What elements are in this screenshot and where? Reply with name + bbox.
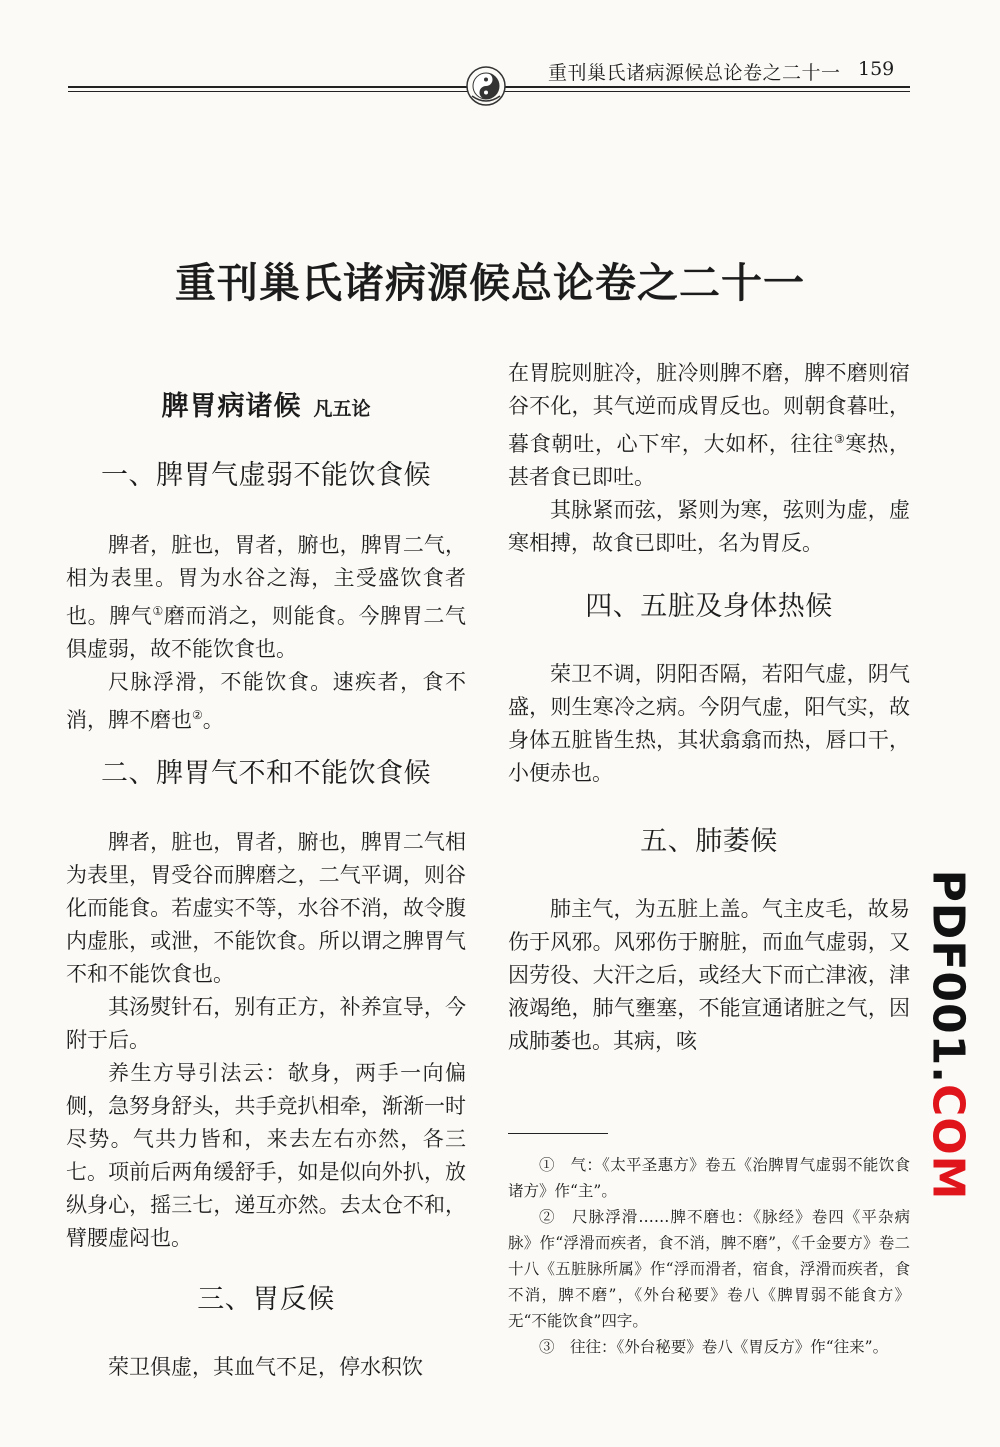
category-title: 脾胃病诸候 — [161, 391, 302, 422]
yin-yang-emblem-icon — [466, 66, 506, 106]
paragraph: 尺脉浮滑，不能饮食。速疾者，食不消，脾不磨也②。 — [66, 670, 466, 732]
footnote: ② 尺脉浮滑……脾不磨也：《脉经》卷四《平杂病脉》作“浮滑而疾者，食不消，脾不磨”，《千金要方》卷二十八《五脏脉所属》作“浮而滑者，宿食，浮滑而疾者，食不消，脾不磨”，《外台秘要》卷八《脾胃弱不能食方》无“不能饮食”四字。 — [508, 1208, 910, 1330]
footnote: ③ 往往：《外台秘要》卷八《胃反方》作“往来”。 — [539, 1338, 889, 1356]
footnotes — [508, 1152, 910, 1360]
section-2 — [66, 757, 466, 790]
section-4 — [508, 590, 910, 623]
section-heading: 一、脾胃气虚弱不能饮食候 — [101, 460, 431, 491]
chapter-title: 重刊巢氏诸病源候总论卷之二十一 — [175, 259, 805, 307]
footnote-marker: ③ — [834, 432, 846, 446]
running-header-title: 重刊巢氏诸病源候总论卷之二十一 — [548, 62, 841, 84]
footnote-marker: ② — [192, 708, 203, 722]
section-3-body-continued — [508, 357, 910, 560]
left-column — [66, 390, 466, 426]
footnote-marker: ① — [152, 604, 164, 618]
category-count: 凡五论 — [313, 398, 371, 420]
category-heading — [66, 390, 466, 426]
section-1-body — [66, 529, 466, 737]
section-3-body-start — [66, 1351, 466, 1384]
section-2-body — [66, 826, 466, 1255]
section-4-body — [508, 658, 910, 790]
section-1 — [66, 459, 466, 492]
section-heading: 三、胃反候 — [197, 1284, 335, 1315]
paragraph: 肺主气，为五脏上盖。气主皮毛，故易伤于风邪。风邪伤于腑脏，而血气虚弱，又因劳役、大汗之后，或经大下而亡津液，津液竭绝，肺气壅塞，不能宣通诸脏之气，因成肺萎也。其病，咳 — [508, 897, 910, 1053]
paragraph: 在胃脘则脏冷，脏冷则脾不磨，脾不磨则宿谷不化，其气逆而成胃反也。则朝食暮吐，暮食朝吐，心下牢，大如杯，往往③寒热，甚者食已即吐。 — [508, 361, 911, 489]
paragraph: 其汤熨针石，别有正方，补养宣导，今附于后。 — [66, 995, 466, 1052]
section-heading: 五、肺萎候 — [640, 826, 778, 857]
paragraph: 其脉紧而弦，紧则为寒，弦则为虚，虚寒相搏，故食已即吐，名为胃反。 — [508, 498, 910, 555]
section-3 — [66, 1283, 466, 1316]
paragraph: 脾者，脏也，胃者，腑也，脾胃二气，相为表里。胃为水谷之海，主受盛饮食者也。脾气①磨而消之，则能食。今脾胃二气俱虚弱，故不能饮食也。 — [66, 533, 467, 661]
paragraph: 荣卫俱虚，其血气不足，停水积饮 — [108, 1355, 423, 1379]
paragraph: 荣卫不调，阴阳否隔，若阳气虚，阴气盛，则生寒冷之病。今阴气虚，阳气实，故身体五脏皆生热，其状翕翕而热，唇口干，小便赤也。 — [508, 662, 910, 785]
section-5 — [508, 825, 910, 858]
footnote-rule — [508, 1133, 608, 1134]
section-heading: 四、五脏及身体热候 — [585, 591, 833, 622]
section-heading: 二、脾胃气不和不能饮食候 — [101, 758, 431, 789]
paragraph: 脾者，脏也，胃者，腑也，脾胃二气相为表里，胃受谷而脾磨之，二气平调，则谷化而能食。若虚实不等，水谷不消，故令腹内虚胀，或泄，不能饮食。所以谓之脾胃气不和不能饮食也。 — [66, 830, 466, 986]
page-number: 159 — [858, 58, 895, 80]
watermark: PDF001.COM — [922, 869, 974, 1201]
section-5-body — [508, 893, 910, 1058]
footnote: ① 气：《太平圣惠方》卷五《治脾胃气虚弱不能饮食诸方》作“主”。 — [508, 1156, 910, 1200]
paragraph: 养生方导引法云：欹身，两手一向偏侧，急努身舒头，共手竞扒相牵，渐渐一时尽势。气共力皆和，来去左右亦然，各三七。项前后两角缓舒手，如是似向外扒，放纵身心，摇三七，递互亦然。去太仓不和，臂腰虚闷也。 — [66, 1061, 466, 1250]
